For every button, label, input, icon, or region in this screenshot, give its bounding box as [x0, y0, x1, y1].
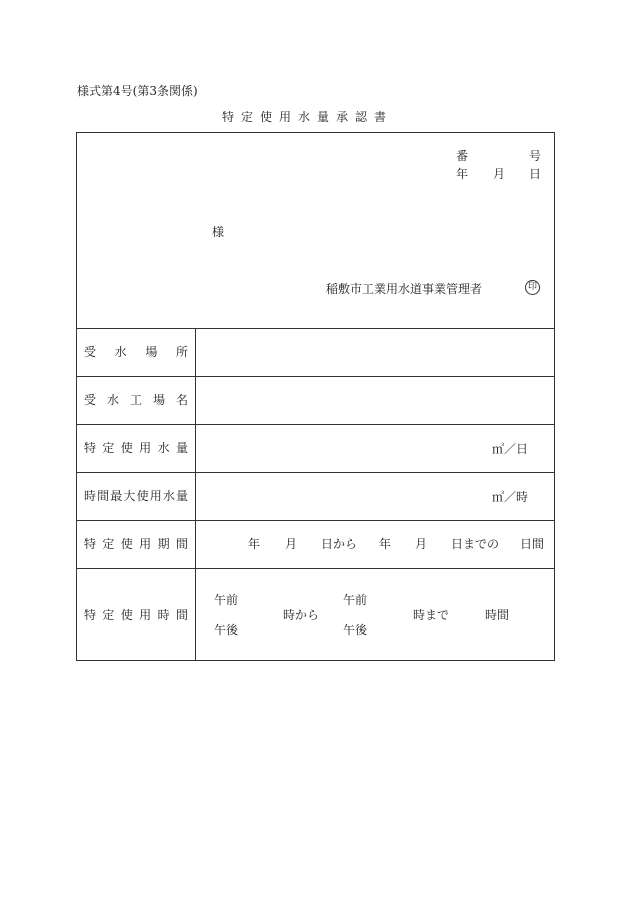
period-days: 日間: [520, 537, 545, 551]
time-am-1: 午前: [214, 593, 239, 607]
divider: [77, 424, 554, 425]
honorific-sama: 様: [212, 225, 225, 239]
receiving-factory-field[interactable]: [201, 385, 550, 417]
number-ban-label: 番: [456, 149, 469, 163]
period-month-2: 月: [415, 537, 428, 551]
row-label-use-time: 特 定 使 用 時 間: [84, 608, 188, 622]
approval-form-table: [76, 132, 555, 661]
form-number-label: 様式第4号(第3条関係): [77, 84, 198, 98]
document-title: 特定使用水量承認書: [222, 110, 394, 124]
receiving-place-field[interactable]: [201, 337, 550, 369]
unit-per-day: ㎥／日: [492, 442, 529, 456]
time-hours: 時間: [485, 608, 510, 622]
divider: [77, 376, 554, 377]
divider: [77, 520, 554, 521]
divider: [77, 472, 554, 473]
time-am-2: 午前: [343, 593, 368, 607]
row-label-receiving-factory: 受 水 工 場 名: [84, 393, 188, 407]
row-label-specified-volume: 特 定 使 用 水 量: [84, 441, 188, 455]
period-month-1: 月: [285, 537, 298, 551]
label-column-divider: [195, 328, 196, 660]
time-until: 時まで: [413, 608, 450, 622]
max-hourly-volume-field[interactable]: [201, 481, 501, 513]
period-from: 日から: [321, 537, 358, 551]
period-until: 日までの: [451, 537, 500, 551]
specified-volume-field[interactable]: [201, 433, 501, 465]
unit-per-hour: ㎥／時: [492, 490, 529, 504]
divider: [77, 328, 554, 329]
row-label-use-period: 特 定 使 用 期 間: [84, 537, 188, 551]
time-pm-2: 午後: [343, 623, 368, 637]
divider: [77, 568, 554, 569]
time-from: 時から: [283, 608, 320, 622]
period-year-2: 年: [379, 537, 392, 551]
row-label-max-hourly-volume: 時 間 最 大 使 用 水 量: [84, 489, 188, 503]
day-label: 日: [529, 167, 542, 181]
month-label: 月: [493, 167, 506, 181]
row-label-receiving-place: 受 水 場 所: [84, 345, 188, 359]
seal-mark: 印: [525, 280, 540, 295]
time-pm-1: 午後: [214, 623, 239, 637]
year-label: 年: [456, 167, 469, 181]
issuer-name: 稲敷市工業用水道事業管理者: [326, 282, 483, 296]
period-year-1: 年: [248, 537, 261, 551]
number-go-label: 号: [529, 149, 542, 163]
